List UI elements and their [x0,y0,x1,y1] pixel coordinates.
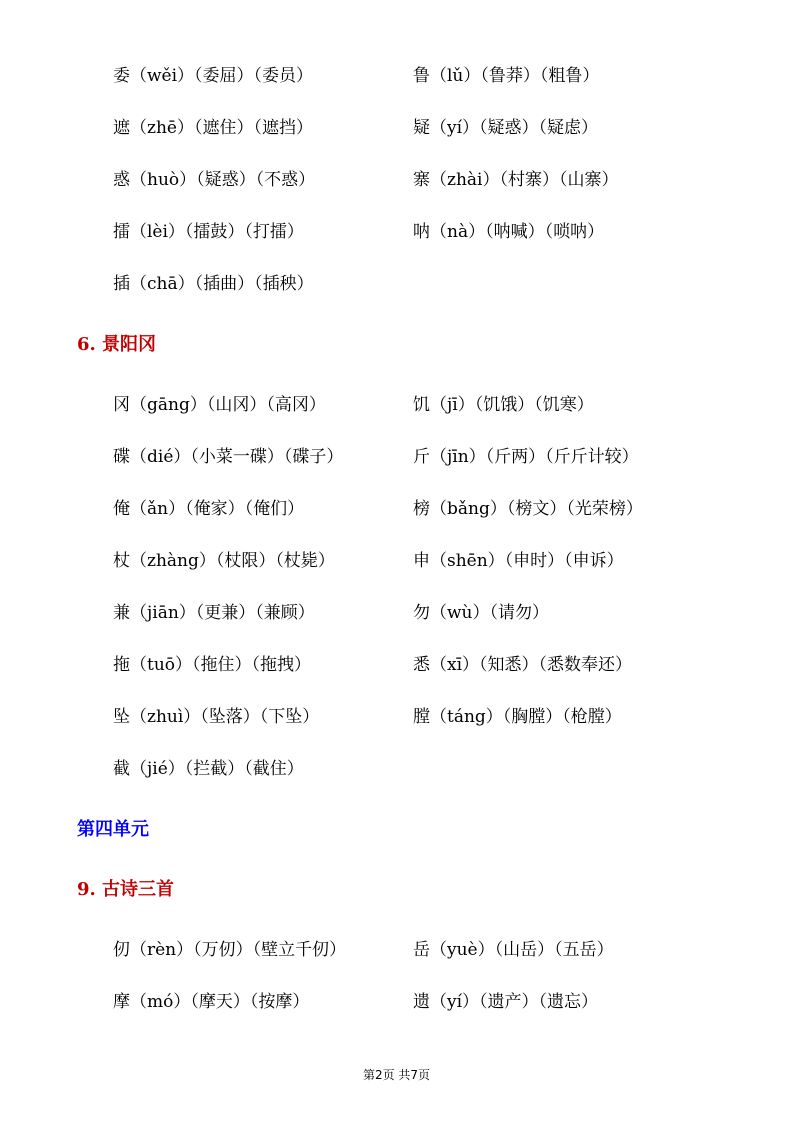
vocab-entry: 申（shēn）（申时）（申诉） [413,551,624,571]
vocab-row [113,113,753,143]
vocab-entry: 杖（zhàng）（杖限）（杖毙） [113,551,335,571]
vocab-entry: 斤（jīn）（斤两）（斤斤计较） [413,447,639,467]
vocab-row [113,702,753,732]
vocab-entry: 岳（yuè）（山岳）（五岳） [413,940,614,960]
vocab-entry: 兼（jiān）（更兼）（兼顾） [113,603,315,623]
vocab-entry: 坠（zhuì）（坠落）（下坠） [113,707,320,727]
vocab-row [113,935,753,965]
vocab-row [113,61,753,91]
vocab-entry: 仞（rèn）（万仞）（壁立千仞） [113,940,347,960]
unit-heading: 第四单元 [77,819,149,840]
vocab-entry: 饥（jī）（饥饿）（饥寒） [413,395,594,415]
vocab-row [113,442,753,472]
vocab-entry: 擂（lèi）（擂鼓）（打擂） [113,222,304,242]
vocab-entry: 委（wěi）（委屈）（委员） [113,66,314,86]
lesson-heading: 6. 景阳冈 [77,334,157,355]
vocab-entry: 膛（táng）（胸膛）（枪膛） [413,707,622,727]
vocab-entry: 鲁（lǔ）（鲁莽）（粗鲁） [413,66,600,86]
vocab-row [113,598,753,628]
vocab-row [113,494,753,524]
vocab-row [113,390,753,420]
lesson-heading: 9. 古诗三首 [77,879,175,900]
page-number-footer: 第2页 共7页 [362,1068,431,1082]
vocab-entry: 插（chā）（插曲）（插秧） [113,274,314,294]
vocab-row [113,269,753,299]
vocab-row [113,987,753,1017]
vocab-entry: 冈（gāng）（山冈）（高冈） [113,395,326,415]
vocab-entry: 呐（nà）（呐喊）（唢呐） [413,222,605,242]
vocab-entry: 疑（yí）（疑惑）（疑虑） [413,118,599,138]
vocab-entry: 碟（dié）（小菜一碟）（碟子） [113,447,344,467]
vocab-entry: 截（jié）（拦截）（截住） [113,759,304,779]
vocab-entry: 勿（wù）（请勿） [413,603,549,623]
vocab-entry: 遮（zhē）（遮住）（遮挡） [113,118,313,138]
vocab-entry: 拖（tuō）（拖住）（拖拽） [113,655,312,675]
vocab-entry: 摩（mó）（摩天）（按摩） [113,992,310,1012]
vocab-row [113,754,753,784]
vocab-row [113,165,753,195]
vocab-entry: 寨（zhài）（村寨）（山寨） [413,170,619,190]
vocab-entry: 俺（ǎn）（俺家）（俺们） [113,499,305,519]
vocab-entry: 悉（xī）（知悉）（悉数奉还） [413,655,633,675]
vocab-entry: 榜（bǎng）（榜文）（光荣榜） [413,499,643,519]
vocab-entry: 惑（huò）（疑惑）（不惑） [113,170,316,190]
vocab-row [113,546,753,576]
vocab-row [113,217,753,247]
vocab-entry: 遗（yí）（遗产）（遗忘） [413,992,599,1012]
vocab-row [113,650,753,680]
